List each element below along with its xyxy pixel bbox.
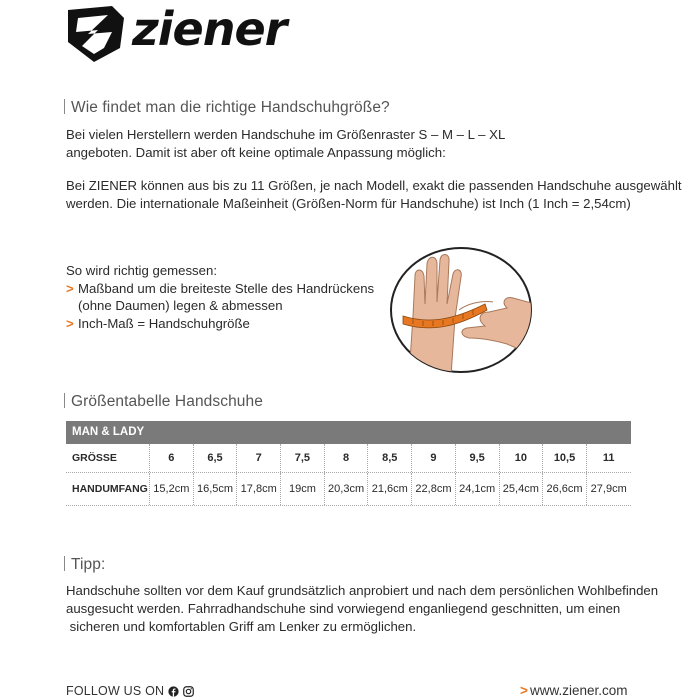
intro-title [64, 99, 390, 117]
girth-cell: 16,5cm [194, 473, 238, 505]
brand-name: ziener [132, 2, 287, 56]
follow-text: FOLLOW US ON [66, 684, 165, 698]
title-bar [64, 393, 65, 408]
text-line: ausgesucht werden. Fahrradhandschuhe sind vorwiegend enganliegend geschnitten, um einen [66, 601, 621, 616]
hand-measure-icon [389, 246, 534, 374]
girth-cell: 15,2cm [150, 473, 194, 505]
title-bar [64, 99, 65, 114]
girth-cell: 25,4cm [500, 473, 544, 505]
facebook-icon[interactable] [168, 686, 179, 697]
girth-cell: 27,9cm [590, 483, 627, 495]
step-text: Inch-Maß = Handschuhgröße [78, 315, 250, 331]
table-row-sizes [66, 444, 631, 473]
text-line: Bei ZIENER können aus bis zu 11 Größen, je nach Modell, exakt die passenden Handschuhe ausgewählt [66, 178, 682, 193]
step-text: Maßband um die breiteste Stelle des Handrückens [78, 280, 375, 296]
size-cell: 11 [602, 452, 615, 464]
girth-cell: 26,6cm [543, 473, 587, 505]
intro-paragraph-1 [66, 126, 505, 162]
hand-measurement-illustration [389, 246, 534, 374]
chevron-right-icon: > [520, 683, 528, 698]
tip-paragraph [66, 582, 658, 636]
social-follow [66, 684, 194, 698]
table-category-header: MAN & LADY [66, 421, 631, 444]
text-line: werden. Die internationale Maßeinheit (Größen-Norm für Handschuhe) ist Inch (1 Inch = 2,54cm) [66, 196, 631, 211]
size-cell: 10,5 [543, 444, 587, 472]
table-row-girth [66, 473, 631, 506]
size-cell: 10 [500, 444, 544, 472]
girth-label: HANDUMFANG [66, 473, 150, 505]
girth-cell: 20,3cm [325, 473, 369, 505]
text-line: sicheren und komfortablen Griff am Lenker zu ermöglichen. [66, 619, 417, 634]
website-url[interactable]: www.ziener.com [530, 683, 628, 698]
measure-step-1 [66, 280, 374, 298]
chevron-right-icon: > [66, 315, 74, 331]
size-table-title-text: Größentabelle Handschuhe [71, 393, 263, 410]
size-cell: 9,5 [456, 444, 500, 472]
size-label: GRÖSSE [66, 444, 150, 472]
size-cell: 9 [412, 444, 456, 472]
size-cell: 7 [237, 444, 281, 472]
measure-step-2 [66, 315, 374, 333]
website-link[interactable] [520, 683, 628, 698]
chevron-right-icon: > [66, 280, 74, 296]
text-line: Bei vielen Herstellern werden Handschuhe im Größenraster S – M – L – XL [66, 127, 506, 142]
size-table-title [64, 393, 263, 411]
girth-cell: 22,8cm [412, 473, 456, 505]
measure-step-1-continued: (ohne Daumen) legen & abmessen [78, 298, 283, 313]
measure-instructions [66, 262, 374, 332]
measure-heading: So wird richtig gemessen: [66, 263, 217, 278]
intro-paragraph-2 [66, 177, 682, 213]
brand-logo [64, 4, 354, 64]
size-cell: 8 [325, 444, 369, 472]
girth-cell: 21,6cm [368, 473, 412, 505]
size-cell: 8,5 [368, 444, 412, 472]
ziener-shield-icon [64, 4, 126, 64]
intro-title-text: Wie findet man die richtige Handschuhgröße? [71, 99, 390, 116]
girth-cell: 19cm [281, 473, 325, 505]
size-cell: 6 [150, 444, 194, 472]
size-table [66, 421, 631, 506]
tip-title [64, 556, 105, 574]
text-line: angeboten. Damit ist aber oft keine optimale Anpassung möglich: [66, 145, 446, 160]
girth-cell: 17,8cm [237, 473, 281, 505]
title-bar [64, 556, 65, 571]
size-cell: 7,5 [281, 444, 325, 472]
instagram-icon[interactable] [183, 686, 194, 697]
text-line: Handschuhe sollten vor dem Kauf grundsätzlich anprobiert und nach dem persönlichen Wohlbefinden [66, 583, 659, 598]
tip-title-text: Tipp: [71, 556, 106, 573]
girth-cell: 24,1cm [456, 473, 500, 505]
size-cell: 6,5 [194, 444, 238, 472]
